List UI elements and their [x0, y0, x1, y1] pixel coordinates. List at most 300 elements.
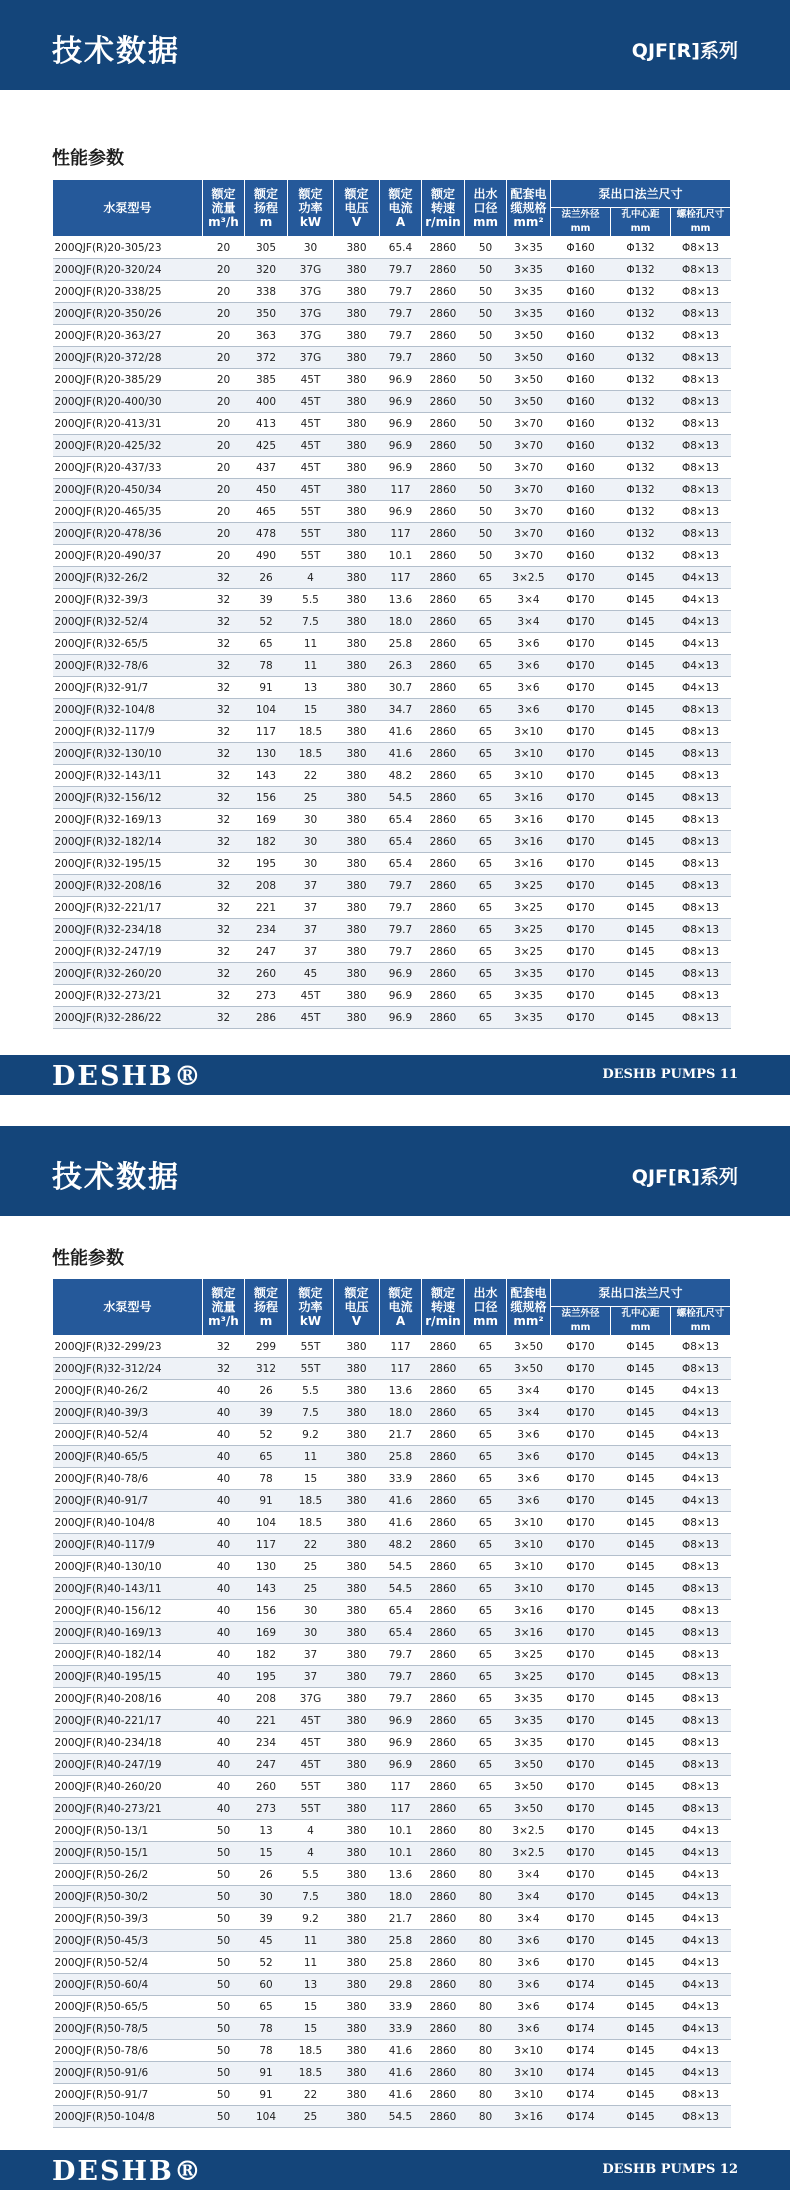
cell-flange-bolt: Φ8×13	[671, 809, 731, 831]
cell-power: 15	[288, 2018, 334, 2040]
cell-power: 15	[288, 1468, 334, 1490]
cell-flange-bolt: Φ8×13	[671, 1578, 731, 1600]
cell-cable: 3×6	[507, 633, 551, 655]
cell-flange-bolt: Φ4×13	[671, 1996, 731, 2018]
cell-flange-od: Φ170	[551, 1512, 611, 1534]
cell-flange-pcd: Φ145	[611, 1600, 671, 1622]
cell-flange-od: Φ170	[551, 765, 611, 787]
cell-flow: 20	[203, 325, 245, 347]
cell-cable: 3×50	[507, 391, 551, 413]
cell-head: 465	[245, 501, 288, 523]
cell-outlet: 50	[465, 281, 507, 303]
cell-speed: 2860	[422, 985, 465, 1007]
cell-flow: 40	[203, 1622, 245, 1644]
cell-outlet: 65	[465, 633, 507, 655]
cell-voltage: 380	[334, 1666, 380, 1688]
cell-power: 7.5	[288, 1402, 334, 1424]
cell-model: 200QJF(R)32-91/7	[53, 677, 203, 699]
cell-head: 363	[245, 325, 288, 347]
cell-flange-bolt: Φ4×13	[671, 567, 731, 589]
cell-flow: 32	[203, 853, 245, 875]
cell-outlet: 80	[465, 1908, 507, 1930]
brand-logo: DESHB®	[52, 2156, 203, 2187]
cell-speed: 2860	[422, 1534, 465, 1556]
cell-flange-bolt: Φ4×13	[671, 1402, 731, 1424]
cell-flange-od: Φ170	[551, 721, 611, 743]
cell-current: 65.4	[380, 1600, 422, 1622]
cell-flange-od: Φ170	[551, 919, 611, 941]
cell-flow: 20	[203, 545, 245, 567]
cell-flow: 40	[203, 1776, 245, 1798]
cell-head: 26	[245, 567, 288, 589]
cell-flange-pcd: Φ145	[611, 875, 671, 897]
cell-current: 48.2	[380, 765, 422, 787]
cell-power: 45T	[288, 413, 334, 435]
cell-power: 13	[288, 677, 334, 699]
cell-cable: 3×10	[507, 765, 551, 787]
header-line: 配套电	[510, 1286, 547, 1300]
cell-power: 18.5	[288, 1512, 334, 1534]
cell-outlet: 65	[465, 743, 507, 765]
cell-flow: 40	[203, 1710, 245, 1732]
cell-voltage: 380	[334, 1996, 380, 2018]
header-line: mm	[690, 1322, 711, 1333]
cell-model: 200QJF(R)40-221/17	[53, 1710, 203, 1732]
cell-voltage: 380	[334, 1578, 380, 1600]
cell-current: 117	[380, 1336, 422, 1358]
cell-model: 200QJF(R)32-78/6	[53, 655, 203, 677]
cell-speed: 2860	[422, 237, 465, 259]
cell-head: 490	[245, 545, 288, 567]
table-row	[53, 2062, 731, 2084]
cell-head: 30	[245, 1886, 288, 1908]
column-header-speed	[422, 1279, 465, 1336]
cell-power: 25	[288, 2106, 334, 2128]
cell-speed: 2860	[422, 457, 465, 479]
cell-power: 55T	[288, 1336, 334, 1358]
cell-current: 29.8	[380, 1974, 422, 1996]
cell-voltage: 380	[334, 633, 380, 655]
cell-model: 200QJF(R)20-437/33	[53, 457, 203, 479]
cell-power: 22	[288, 1534, 334, 1556]
header-line: 转速	[430, 1300, 455, 1314]
cell-current: 34.7	[380, 699, 422, 721]
table-row	[53, 985, 731, 1007]
cell-outlet: 65	[465, 1600, 507, 1622]
cell-outlet: 65	[465, 1534, 507, 1556]
cell-flow: 40	[203, 1446, 245, 1468]
cell-flow: 32	[203, 809, 245, 831]
cell-flow: 50	[203, 1974, 245, 1996]
cell-voltage: 380	[334, 1732, 380, 1754]
cell-flange-bolt: Φ8×13	[671, 237, 731, 259]
cell-model: 200QJF(R)32-234/18	[53, 919, 203, 941]
cell-flange-od: Φ160	[551, 413, 611, 435]
cell-cable: 3×4	[507, 611, 551, 633]
column-header-outlet	[465, 180, 507, 237]
cell-power: 11	[288, 655, 334, 677]
cell-outlet: 50	[465, 303, 507, 325]
cell-flange-bolt: Φ8×13	[671, 1688, 731, 1710]
header-line: 口径	[473, 1300, 498, 1314]
cell-flange-bolt: Φ8×13	[671, 1666, 731, 1688]
cell-flange-od: Φ160	[551, 545, 611, 567]
cell-voltage: 380	[334, 1446, 380, 1468]
cell-voltage: 380	[334, 1710, 380, 1732]
cell-model: 200QJF(R)32-273/21	[53, 985, 203, 1007]
table-row	[53, 1842, 731, 1864]
cell-cable: 3×50	[507, 1754, 551, 1776]
cell-flange-pcd: Φ145	[611, 1446, 671, 1468]
cell-flange-pcd: Φ132	[611, 391, 671, 413]
cell-voltage: 380	[334, 259, 380, 281]
cell-current: 79.7	[380, 1666, 422, 1688]
cell-flange-od: Φ160	[551, 479, 611, 501]
column-header-flange-group: 泵出口法兰尺寸	[551, 180, 731, 208]
cell-flange-od: Φ170	[551, 985, 611, 1007]
cell-head: 400	[245, 391, 288, 413]
cell-power: 45T	[288, 479, 334, 501]
cell-flange-od: Φ170	[551, 1908, 611, 1930]
header-line: 功率	[298, 201, 323, 215]
cell-power: 45T	[288, 391, 334, 413]
cell-current: 13.6	[380, 1864, 422, 1886]
cell-cable: 3×16	[507, 853, 551, 875]
cell-flange-bolt: Φ8×13	[671, 523, 731, 545]
cell-flange-pcd: Φ145	[611, 1578, 671, 1600]
cell-flow: 32	[203, 765, 245, 787]
cell-outlet: 65	[465, 1490, 507, 1512]
cell-flange-pcd: Φ145	[611, 1688, 671, 1710]
cell-flange-od: Φ170	[551, 1578, 611, 1600]
cell-flange-pcd: Φ145	[611, 743, 671, 765]
cell-speed: 2860	[422, 303, 465, 325]
cell-current: 54.5	[380, 1556, 422, 1578]
cell-speed: 2860	[422, 1380, 465, 1402]
cell-head: 91	[245, 1490, 288, 1512]
cell-outlet: 65	[465, 655, 507, 677]
cell-outlet: 65	[465, 1358, 507, 1380]
cell-flange-bolt: Φ4×13	[671, 1380, 731, 1402]
cell-head: 78	[245, 2040, 288, 2062]
cell-flange-od: Φ160	[551, 391, 611, 413]
cell-voltage: 380	[334, 1600, 380, 1622]
cell-cable: 3×6	[507, 1446, 551, 1468]
cell-flange-pcd: Φ132	[611, 303, 671, 325]
cell-model: 200QJF(R)20-305/23	[53, 237, 203, 259]
header-line: 额定	[388, 1286, 413, 1300]
table-row	[53, 589, 731, 611]
cell-flange-od: Φ170	[551, 1446, 611, 1468]
cell-cable: 3×25	[507, 1666, 551, 1688]
cell-flow: 20	[203, 281, 245, 303]
header-line: 孔中心距	[621, 1308, 660, 1319]
cell-current: 117	[380, 1358, 422, 1380]
cell-flange-od: Φ160	[551, 523, 611, 545]
cell-flange-pcd: Φ145	[611, 1930, 671, 1952]
cell-voltage: 380	[334, 1798, 380, 1820]
table-row	[53, 655, 731, 677]
cell-flange-bolt: Φ8×13	[671, 1710, 731, 1732]
cell-flange-pcd: Φ145	[611, 1952, 671, 1974]
cell-cable: 3×35	[507, 963, 551, 985]
cell-model: 200QJF(R)32-312/24	[53, 1358, 203, 1380]
cell-flange-pcd: Φ132	[611, 545, 671, 567]
cell-head: 195	[245, 853, 288, 875]
cell-outlet: 80	[465, 1886, 507, 1908]
cell-flange-bolt: Φ8×13	[671, 1600, 731, 1622]
cell-flow: 20	[203, 347, 245, 369]
cell-flow: 20	[203, 501, 245, 523]
cell-cable: 3×10	[507, 2062, 551, 2084]
cell-current: 41.6	[380, 721, 422, 743]
header-line: 额定	[388, 187, 413, 201]
column-header-flange-bolt	[671, 1307, 731, 1336]
cell-flange-pcd: Φ145	[611, 2018, 671, 2040]
cell-voltage: 380	[334, 919, 380, 941]
cell-voltage: 380	[334, 435, 380, 457]
cell-flange-od: Φ170	[551, 1666, 611, 1688]
cell-power: 18.5	[288, 1490, 334, 1512]
header-line: 配套电	[510, 187, 547, 201]
cell-flange-pcd: Φ132	[611, 259, 671, 281]
cell-flange-od: Φ170	[551, 853, 611, 875]
column-header-flange-od	[551, 208, 611, 237]
cell-flange-od: Φ170	[551, 1754, 611, 1776]
cell-voltage: 380	[334, 1556, 380, 1578]
cell-speed: 2860	[422, 963, 465, 985]
cell-flow: 40	[203, 1644, 245, 1666]
cell-model: 200QJF(R)20-413/31	[53, 413, 203, 435]
cell-cable: 3×16	[507, 2106, 551, 2128]
cell-power: 11	[288, 1930, 334, 1952]
cell-cable: 3×10	[507, 1534, 551, 1556]
cell-current: 18.0	[380, 1886, 422, 1908]
header-line: kW	[299, 1314, 322, 1328]
cell-outlet: 50	[465, 391, 507, 413]
cell-flange-pcd: Φ145	[611, 1776, 671, 1798]
cell-model: 200QJF(R)50-52/4	[53, 1952, 203, 1974]
cell-flange-pcd: Φ132	[611, 413, 671, 435]
cell-speed: 2860	[422, 611, 465, 633]
cell-outlet: 65	[465, 1336, 507, 1358]
cell-voltage: 380	[334, 1512, 380, 1534]
cell-cable: 3×70	[507, 479, 551, 501]
cell-speed: 2860	[422, 765, 465, 787]
cell-head: 305	[245, 237, 288, 259]
cell-flange-bolt: Φ8×13	[671, 743, 731, 765]
table-row	[53, 787, 731, 809]
cell-voltage: 380	[334, 1622, 380, 1644]
cell-flow: 40	[203, 1402, 245, 1424]
cell-power: 45T	[288, 1710, 334, 1732]
cell-outlet: 65	[465, 1380, 507, 1402]
cell-flow: 32	[203, 633, 245, 655]
cell-voltage: 380	[334, 655, 380, 677]
cell-flange-bolt: Φ8×13	[671, 435, 731, 457]
cell-speed: 2860	[422, 1798, 465, 1820]
cell-model: 200QJF(R)40-78/6	[53, 1468, 203, 1490]
cell-current: 96.9	[380, 963, 422, 985]
cell-flange-od: Φ170	[551, 897, 611, 919]
cell-cable: 3×50	[507, 369, 551, 391]
header-line: 电流	[388, 201, 413, 215]
performance-table	[52, 179, 731, 1029]
table-row	[53, 1380, 731, 1402]
cell-flange-od: Φ160	[551, 457, 611, 479]
page-footer	[0, 1055, 790, 1095]
header-line: 螺栓孔尺寸	[676, 1308, 725, 1319]
cell-flange-pcd: Φ145	[611, 809, 671, 831]
cell-flange-bolt: Φ8×13	[671, 2084, 731, 2106]
cell-flange-bolt: Φ8×13	[671, 501, 731, 523]
cell-flange-od: Φ170	[551, 1798, 611, 1820]
cell-flow: 32	[203, 743, 245, 765]
cell-flow: 50	[203, 2018, 245, 2040]
column-header-flange-bolt	[671, 208, 731, 237]
cell-flange-pcd: Φ145	[611, 1754, 671, 1776]
cell-model: 200QJF(R)40-234/18	[53, 1732, 203, 1754]
table-row	[53, 743, 731, 765]
cell-flange-bolt: Φ8×13	[671, 303, 731, 325]
cell-speed: 2860	[422, 1490, 465, 1512]
cell-outlet: 65	[465, 787, 507, 809]
cell-head: 195	[245, 1666, 288, 1688]
cell-outlet: 65	[465, 1732, 507, 1754]
cell-current: 79.7	[380, 281, 422, 303]
cell-power: 55T	[288, 1358, 334, 1380]
cell-current: 25.8	[380, 1930, 422, 1952]
header-line: 电压	[344, 201, 369, 215]
cell-power: 4	[288, 567, 334, 589]
cell-flange-od: Φ160	[551, 435, 611, 457]
cell-current: 65.4	[380, 1622, 422, 1644]
cell-head: 91	[245, 2062, 288, 2084]
cell-outlet: 65	[465, 1644, 507, 1666]
cell-outlet: 50	[465, 347, 507, 369]
cell-voltage: 380	[334, 1358, 380, 1380]
cell-speed: 2860	[422, 655, 465, 677]
cell-cable: 3×35	[507, 1688, 551, 1710]
cell-flange-pcd: Φ145	[611, 633, 671, 655]
column-header-cable	[507, 1279, 551, 1336]
cell-flange-od: Φ170	[551, 1468, 611, 1490]
cell-outlet: 65	[465, 1776, 507, 1798]
cell-outlet: 65	[465, 1556, 507, 1578]
header-line: 出水	[473, 1286, 498, 1300]
cell-cable: 3×10	[507, 1556, 551, 1578]
cell-head: 350	[245, 303, 288, 325]
header-title: 技术数据	[52, 1160, 180, 1195]
cell-model: 200QJF(R)32-208/16	[53, 875, 203, 897]
cell-speed: 2860	[422, 2084, 465, 2106]
cell-flange-od: Φ170	[551, 831, 611, 853]
cell-cable: 3×35	[507, 1007, 551, 1029]
cell-power: 37G	[288, 303, 334, 325]
table-row	[53, 809, 731, 831]
table-row	[53, 1468, 731, 1490]
cell-speed: 2860	[422, 1710, 465, 1732]
cell-current: 10.1	[380, 545, 422, 567]
header-line: kW	[299, 215, 322, 229]
cell-flange-od: Φ170	[551, 1556, 611, 1578]
section-title: 性能参数	[52, 1248, 124, 1269]
cell-voltage: 380	[334, 413, 380, 435]
cell-head: 65	[245, 633, 288, 655]
cell-voltage: 380	[334, 1468, 380, 1490]
cell-flow: 20	[203, 523, 245, 545]
cell-voltage: 380	[334, 1534, 380, 1556]
cell-speed: 2860	[422, 1930, 465, 1952]
cell-speed: 2860	[422, 369, 465, 391]
cell-flow: 40	[203, 1534, 245, 1556]
cell-power: 13	[288, 1974, 334, 1996]
cell-flow: 32	[203, 655, 245, 677]
cell-flange-od: Φ160	[551, 237, 611, 259]
cell-head: 78	[245, 2018, 288, 2040]
cell-cable: 3×2.5	[507, 567, 551, 589]
cell-flange-pcd: Φ132	[611, 281, 671, 303]
table-row	[53, 721, 731, 743]
cell-head: 247	[245, 1754, 288, 1776]
cell-current: 33.9	[380, 1996, 422, 2018]
cell-flange-pcd: Φ132	[611, 479, 671, 501]
cell-model: 200QJF(R)40-195/15	[53, 1666, 203, 1688]
cell-current: 96.9	[380, 413, 422, 435]
cell-flange-pcd: Φ145	[611, 765, 671, 787]
header-line: m	[259, 215, 273, 229]
header-line: 转速	[430, 201, 455, 215]
header-line: V	[351, 215, 362, 229]
cell-flange-od: Φ170	[551, 1402, 611, 1424]
cell-current: 41.6	[380, 2084, 422, 2106]
cell-outlet: 65	[465, 567, 507, 589]
cell-power: 37	[288, 875, 334, 897]
cell-flange-bolt: Φ8×13	[671, 325, 731, 347]
column-header-current	[380, 180, 422, 237]
cell-power: 37G	[288, 325, 334, 347]
table-row	[53, 523, 731, 545]
cell-speed: 2860	[422, 853, 465, 875]
cell-flow: 50	[203, 1996, 245, 2018]
cell-flange-od: Φ174	[551, 2018, 611, 2040]
cell-voltage: 380	[334, 589, 380, 611]
cell-flange-bolt: Φ8×13	[671, 1534, 731, 1556]
header-line: m³/h	[208, 1314, 239, 1328]
cell-cable: 3×50	[507, 1358, 551, 1380]
cell-flow: 50	[203, 1952, 245, 1974]
cell-outlet: 65	[465, 1754, 507, 1776]
cell-current: 30.7	[380, 677, 422, 699]
cell-voltage: 380	[334, 1644, 380, 1666]
cell-flow: 50	[203, 1864, 245, 1886]
cell-head: 413	[245, 413, 288, 435]
cell-flow: 32	[203, 919, 245, 941]
header-line: 电流	[388, 1300, 413, 1314]
cell-power: 30	[288, 1600, 334, 1622]
cell-flow: 50	[203, 1842, 245, 1864]
cell-outlet: 65	[465, 1468, 507, 1490]
cell-current: 48.2	[380, 1534, 422, 1556]
cell-cable: 3×70	[507, 523, 551, 545]
cell-model: 200QJF(R)40-130/10	[53, 1556, 203, 1578]
cell-model: 200QJF(R)40-26/2	[53, 1380, 203, 1402]
cell-speed: 2860	[422, 1952, 465, 1974]
cell-flange-bolt: Φ4×13	[671, 1468, 731, 1490]
table-row	[53, 1622, 731, 1644]
table-row	[53, 1402, 731, 1424]
table-row	[53, 281, 731, 303]
